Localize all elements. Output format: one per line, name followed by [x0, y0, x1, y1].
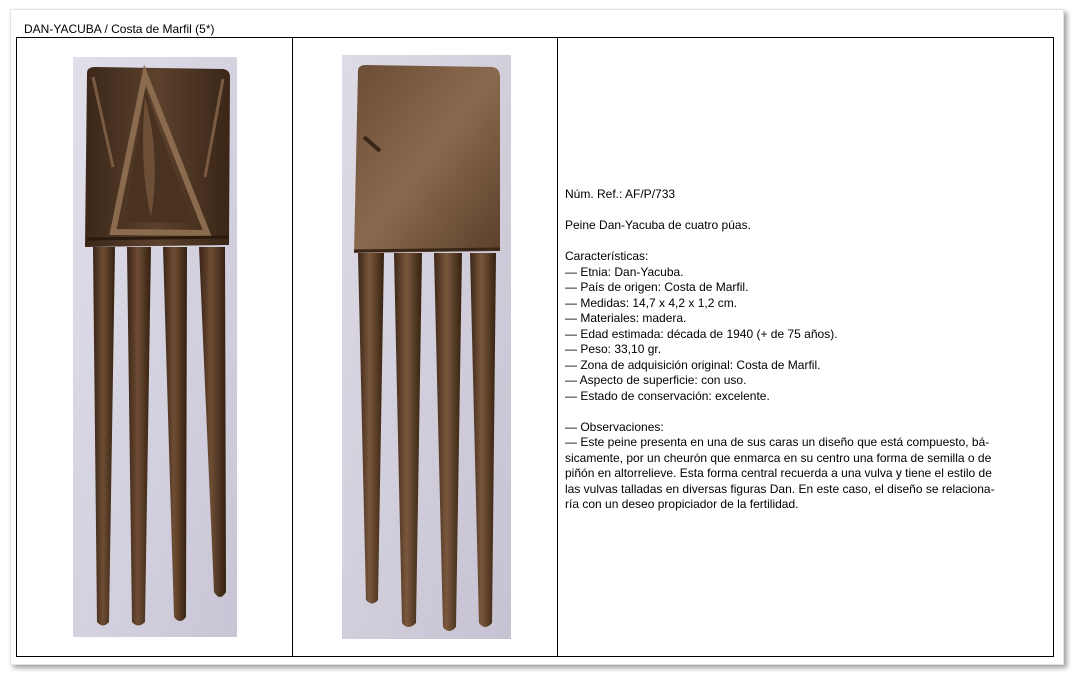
characteristic-item: — Estado de conservación: excelente. [565, 388, 770, 403]
column-divider [557, 38, 558, 656]
observations-heading: — Observaciones: [565, 419, 664, 434]
item-description: Peine Dan-Yacuba de cuatro púas. [565, 218, 751, 232]
observations-line: las vulvas talladas en diversas figuras Dan. En este caso, el diseño se relaciona- [565, 481, 995, 496]
characteristic-item: — Aspecto de superficie: con uso. [565, 373, 747, 387]
characteristic-item: — Zona de adquisición original: Costa de Marfil. [565, 357, 821, 372]
characteristic-item: — Peso: 33,10 gr. [565, 342, 662, 356]
characteristic-item: — Edad estimada: década de 1940 (+ de 75 años). [565, 326, 838, 341]
document-title: DAN-YACUBA / Costa de Marfil (5*) [24, 22, 215, 36]
column-divider [292, 38, 293, 656]
characteristic-item: — Materiales: madera. [565, 311, 687, 325]
comb-back-photo [342, 55, 511, 639]
characteristic-item: — País de origen: Costa de Marfil. [565, 280, 749, 294]
comb-front-photo [73, 57, 237, 637]
reference-number: Núm. Ref.: AF/P/733 [565, 187, 676, 201]
carved-comb-front-icon [73, 57, 237, 637]
characteristic-item: — Etnia: Dan-Yacuba. [565, 264, 684, 279]
observations-line: ría con un deseo propiciador de la fertilidad. [565, 497, 799, 511]
characteristics-heading: Características: [565, 249, 649, 263]
characteristic-item: — Medidas: 14,7 x 4,2 x 1,2 cm. [565, 295, 738, 310]
observations-line: sicamente, por un cheurón que enmarca en su centro una forma de semilla o de [565, 450, 992, 465]
observations-line: — Este peine presenta en una de sus caras un diseño que está compuesto, bá- [565, 435, 990, 449]
observations-line: piñón en altorrelieve. Esta forma central recuerda a una vulva y tiene el estilo de [565, 466, 992, 480]
carved-comb-back-icon [342, 55, 511, 639]
item-details [565, 187, 1047, 513]
